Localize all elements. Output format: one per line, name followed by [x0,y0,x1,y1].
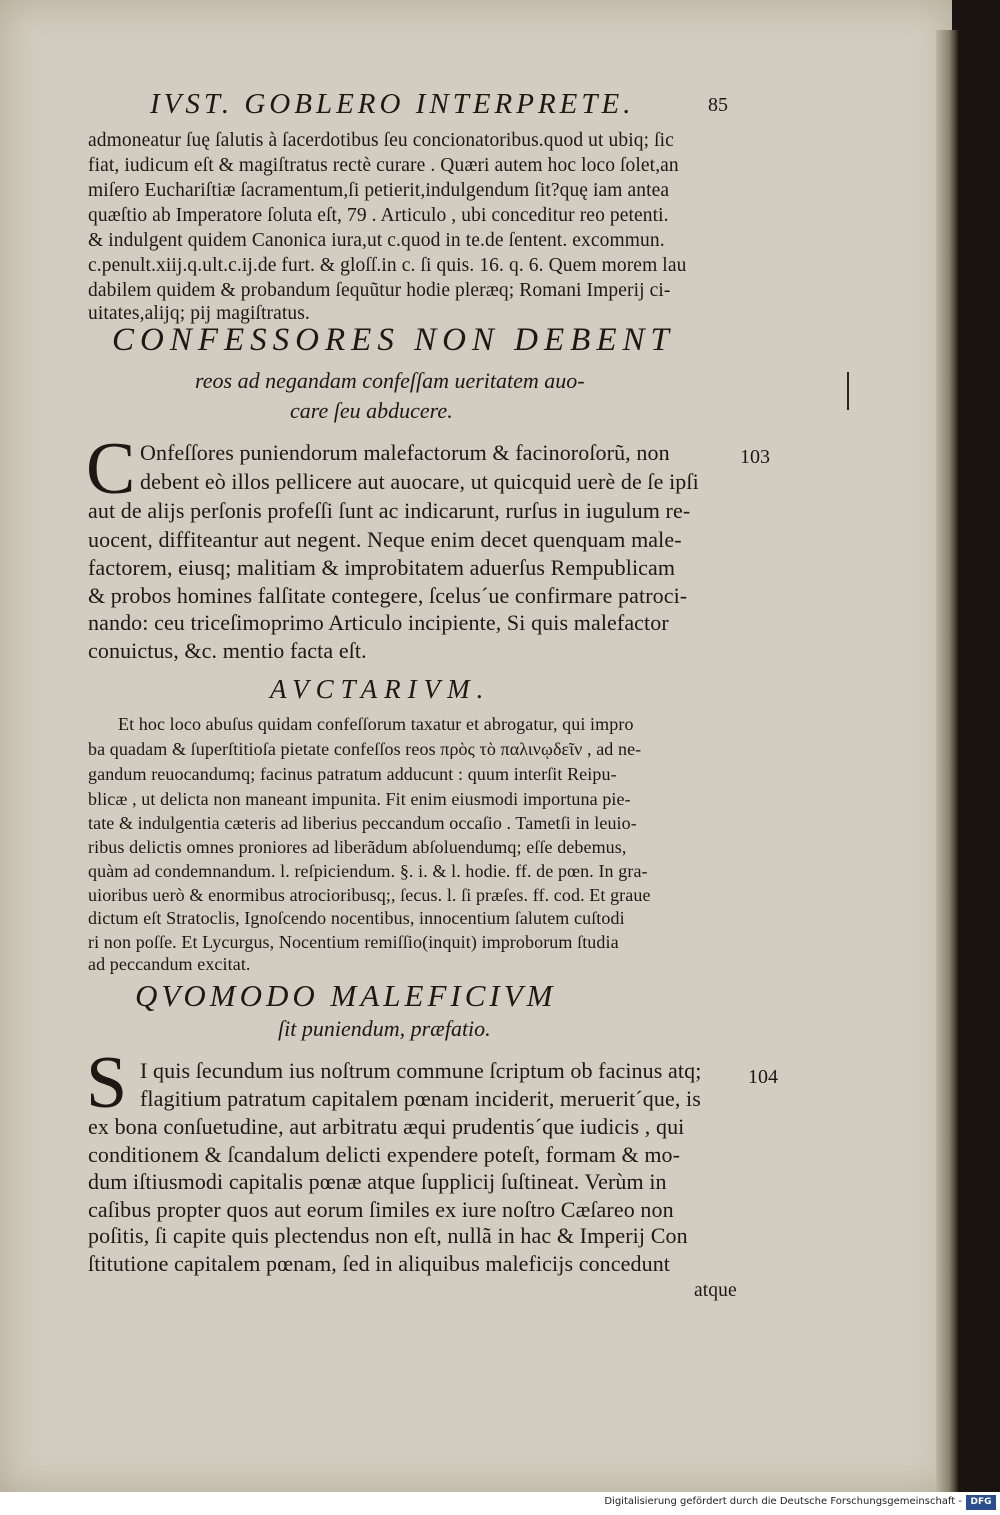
text-line: conditionem & ſcandalum delicti expendere poteſt, formam & mo- [88,1142,681,1167]
text-line: miſero Euchariſtiæ ſacramentum,ſi petierit,indulgendum ſit?quę iam antea [88,180,670,201]
text-line: ribus delictis omnes proniores ad liberãdum abſoluendumq; eſſe debemus, [88,837,627,857]
catchword: atque [694,1280,737,1301]
text-line: quæſtio ab Imperatore ſoluta eſt, 79 . Articulo , ubi conceditur reo petenti. [88,205,669,226]
text-line: dum iſtiusmodi capitalis pœnæ atque ſupplicij ſuſtineat. Verùm in [88,1169,667,1194]
text-line: uocent, diffiteantur aut negent. Neque enim decet quenquam male- [88,527,682,552]
section-title: AVCTARIVM. [270,674,491,704]
text-line: debent eò illos pellicere aut auocare, ut quicquid uerè de ſe ipſi [140,469,699,494]
section-title: CONFESSORES NON DEBENT [112,322,675,358]
margin-number: 103 [740,446,770,468]
text-line: I quis ſecundum ius noſtrum commune ſcriptum ob facinus atq; [140,1058,702,1083]
text-line: flagitium patratum capitalem pœnam inciderit, meruerit´que, is [140,1086,701,1111]
text-line: dictum eſt Stratoclis, Ignoſcendo nocentibus, innocentium ſalutem cuſtodi [88,908,625,928]
running-header: IVST. GOBLERO INTERPRETE. [150,88,635,120]
text-line: dabilem quidem & probandum ſequũtur hodie pleræq; Romani Imperij ci- [88,280,671,301]
digitization-footer [0,1492,1000,1515]
text-line: ſtitutione capitalem pœnam, ſed in aliquibus maleficijs concedunt [88,1251,671,1276]
text-line: blicæ , ut delicta non maneant impunita. Fit enim eiusmodi importuna pie- [88,789,631,809]
text-line: ad peccandum excitat. [88,954,251,974]
drop-cap: S [86,1042,128,1124]
text-line: aut de alijs perſonis profeſſi ſunt ac indicarunt, rurſus in iugulum re- [88,498,691,523]
footer-credit: Digitalisierung gefördert durch die Deutsche Forschungsgemeinschaft - [604,1496,962,1507]
section-title: QVOMODO MALEFICIVM [135,978,557,1013]
text-line: caſibus propter quos aut eorum ſimiles ex iure noſtro Cæſareo non [88,1197,674,1222]
section-subtitle: ſit puniendum, præfatio. [278,1016,491,1041]
text-line: poſitis, ſi capite quis plectendus non eſt, nullã in hac & Imperij Con [88,1223,688,1248]
text-line: ri non poſſe. Et Lycurgus, Nocentium remiſſio(inquit) improborum ſtudia [88,932,619,952]
page-edge [936,30,958,1492]
text-line: factorem, eiusq; malitiam & improbitatem aduerſus Rempublicam [88,555,676,580]
folio-number: 85 [708,94,728,116]
text-line: uioribus uerò & enormibus atrocioribusq;, ſecus. l. ſi præſes. ff. cod. Et graue [88,885,651,905]
text-line: conuictus, &c. mentio facta eſt. [88,638,367,663]
text-line: ex bona conſuetudine, aut arbitratu æqui prudentis´que iudicis , qui [88,1114,685,1139]
text-line: admoneatur ſuę ſalutis à ſacerdotibus ſeu concionatoribus.quod ut ubiq; ſic [88,130,674,151]
text-line: & indulgent quidem Canonica iura,ut c.quod in te.de ſentent. excommun. [88,230,665,251]
text-line: gandum reuocandumq; facinus patratum adducunt : quum interſit Reipu- [88,764,617,784]
text-line: nando: ceu triceſimoprimo Articulo incipiente, Si quis malefactor [88,610,669,635]
margin-mark [847,372,849,410]
dfg-logo: DFG [966,1495,996,1510]
text-line: quàm ad condemnandum. l. reſpiciendum. §. i. & l. hodie. ff. de pœn. In gra- [88,861,648,881]
text-line: & probos homines falſitate contegere, ſcelus´ue confirmare patroci- [88,583,688,608]
drop-cap: C [86,428,136,510]
text-line: ba quadam & ſuperſtitioſa pietate confeſſos reos πρὸς τὸ παλινῳδεῖν , ad ne- [88,739,642,759]
text-line: Onfeſſores puniendorum malefactorum & facinoroſorũ, non [140,440,670,465]
section-subtitle: care ſeu abducere. [290,398,453,423]
text-line: Et hoc loco abuſus quidam confeſſorum taxatur et abrogatur, qui impro [118,714,634,734]
margin-number: 104 [748,1066,778,1088]
text-line: tate & indulgentia cæteris ad liberius peccandum occaſio . Tametſi in leuio- [88,813,637,833]
section-subtitle: reos ad negandam confeſſam ueritatem auo- [195,368,585,393]
text-line: fiat, iudicum eſt & magiſtratus rectè curare . Quæri autem hoc loco ſolet,an [88,155,679,176]
text-line: uitates,alijq; pij magiſtratus. [88,303,310,324]
text-line: c.penult.xiij.q.ult.c.ij.de furt. & gloſſ.in c. ſi quis. 16. q. 6. Quem morem lau [88,255,687,276]
